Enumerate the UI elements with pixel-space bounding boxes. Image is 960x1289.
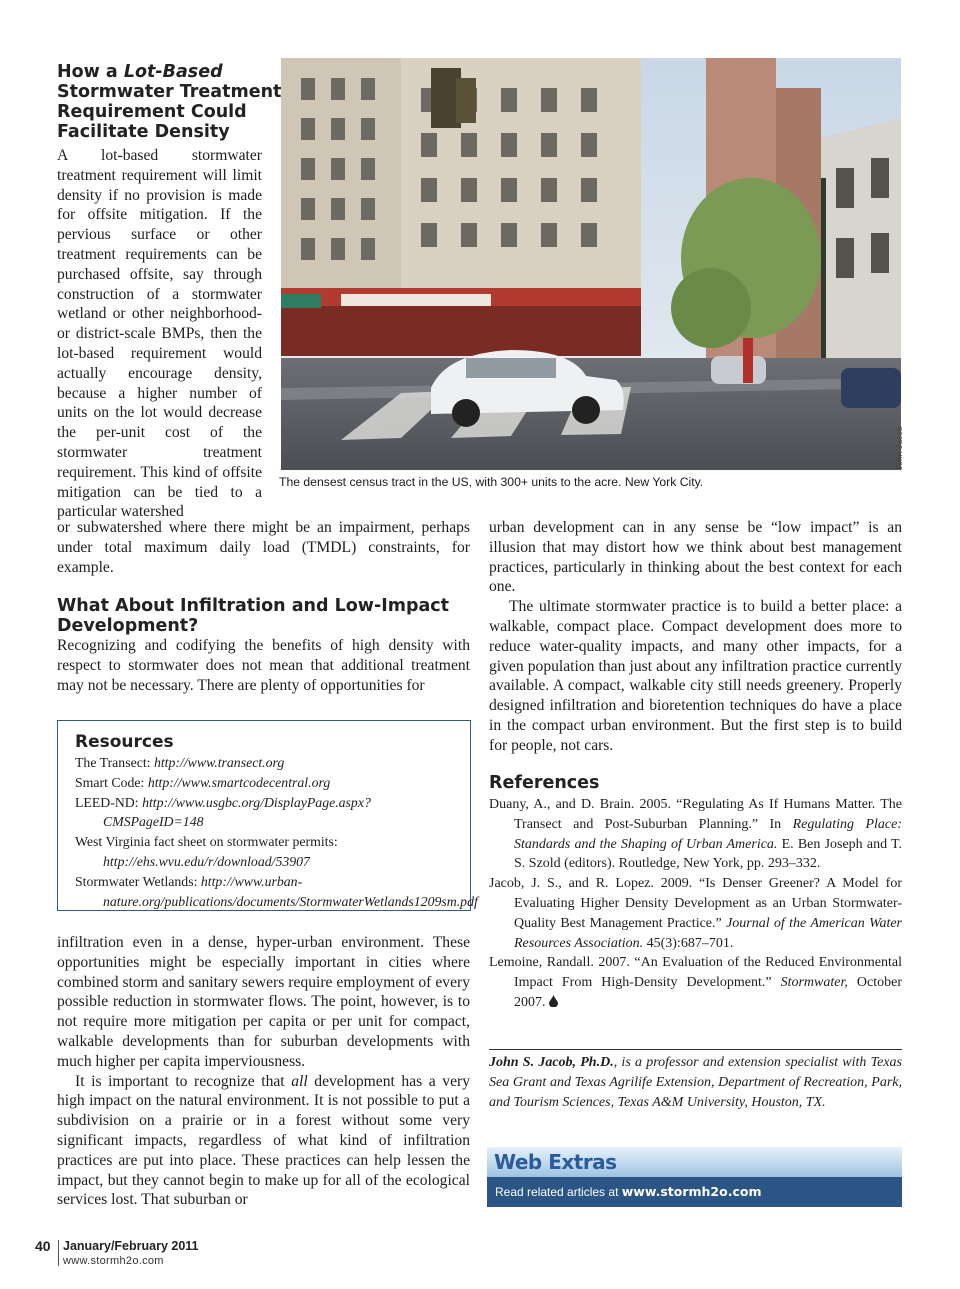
text-span: E. Ben Joseph and T. S. Szold (editors). Routledge, New York, pp. 293–332.	[514, 836, 902, 872]
web-extras-link[interactable]: www.stormh2o.com	[621, 1184, 762, 1199]
text-span: Jacob, J. S., and R. Lopez. 2009. “Is Denser Greener? A Model for Evaluating Higher Density Development as an Urban Stormwater-Quality Best Management Practice.”	[489, 876, 902, 931]
resource-link[interactable]: http://www.urban-nature.org/publications/documents/StormwaterWetlands1209sm.pdf	[103, 873, 478, 909]
sidebar-heading-pre: How a	[57, 62, 124, 82]
text-span: Read related articles at	[495, 1185, 622, 1199]
text-span: development has a very high impact on the natural environment. It is not possible to put a subdivision on a prairie or in a forest without some very significant impacts, regardless of what kind of infiltration practices are put into place. These practices can help lessen the impact, but they cannot begin to make up for all of the ecological services lost. That suburban or	[57, 1072, 471, 1209]
resource-label: Smart Code:	[75, 774, 148, 790]
web-extras-banner[interactable]	[487, 1147, 902, 1207]
sidebar-heading	[57, 62, 287, 142]
infiltration-continued-1: infiltration even in a dense, hyper-urban environment. These opportunities might be especially important in cities where combined storm and sanitary sewers require employment of every possible reduction in stormwater flows. The point, however, is to not require more mitigation per capita or per unit for compact, walkable developments than for suburban developments with much higher per capita imperviousness.	[57, 934, 470, 1070]
resource-link[interactable]: http://www.transect.org	[153, 755, 285, 770]
reference-item	[489, 874, 902, 953]
resource-link[interactable]: http://www.usgbc.org/DisplayPage.aspx?CMSPageID=148	[103, 794, 371, 830]
resources-list	[75, 753, 478, 911]
sidebar-paragraph-continued: or subwatershed where there might be an impairment, perhaps under total maximum daily load (TMDL) constraints, for example.	[57, 519, 470, 576]
water-drop-icon	[549, 995, 558, 1007]
right-column-text	[489, 518, 902, 756]
footer-divider	[58, 1240, 59, 1266]
text-span: 45(3):687–701.	[643, 935, 734, 951]
resources-title: Resources	[75, 732, 174, 752]
text-span: Duany, A., and D. Brain. 2005. “Regulating As If Humans Matter. The Transect and Post-Suburban Planning.” In	[489, 797, 902, 832]
reference-title: Stormwater,	[780, 975, 848, 991]
infiltration-paragraph: Recognizing and codifying the benefits of high density with respect to stormwater does not mean that additional treatment may not be necessary. There are plenty of opportunities for	[57, 637, 470, 694]
text-span: October 2007.	[514, 975, 902, 1010]
photo-caption: The densest census tract in the US, with 300+ units to the acre. New York City.	[279, 475, 704, 489]
text-span: It is important to recognize that	[75, 1072, 292, 1090]
footer-url[interactable]: www.stormh2o.com	[63, 1255, 164, 1267]
resource-item	[75, 872, 478, 912]
photo-credit: John Jacob	[895, 426, 904, 470]
footer-issue: January/February 2011	[63, 1239, 199, 1253]
street-photo	[281, 58, 901, 470]
references-list	[489, 795, 902, 1013]
resource-item	[75, 793, 465, 833]
resource-link[interactable]: http://ehs.wvu.edu/r/download/53907	[103, 853, 310, 869]
infiltration-continued-2	[57, 1072, 470, 1211]
author-bio	[489, 1053, 902, 1112]
reference-item	[489, 795, 902, 874]
resource-label: Stormwater Wetlands:	[75, 873, 201, 889]
web-extras-title: Web Extras	[494, 1150, 617, 1174]
references-heading: References	[489, 773, 600, 793]
sidebar-heading-italic: Lot-Based	[123, 62, 223, 82]
sidebar-heading-rest: Stormwater Treatment Requirement Could Facilitate Density	[57, 82, 282, 142]
bio-divider	[489, 1049, 902, 1050]
reference-title: Regulating Place: Standards and the Shaping of Urban America.	[514, 816, 902, 852]
resource-label: The Transect:	[75, 755, 154, 770]
infiltration-heading: What About Infiltration and Low-Impact Development?	[57, 596, 450, 636]
author-bio-text: , is a professor and extension specialist with Texas Sea Grant and Texas Agrilife Extension, Department of Recreation, Park, and Tourism Sciences, Texas A&M University, Houston, TX.	[489, 1055, 902, 1110]
resource-item	[75, 773, 465, 793]
resource-label: LEED-ND:	[75, 794, 143, 810]
resource-label: West Virginia fact sheet on stormwater permits:	[75, 834, 338, 850]
emphasis: all	[291, 1072, 308, 1090]
reference-title: Journal of the American Water Resources Association.	[514, 915, 902, 951]
sidebar-paragraph: A lot-based stormwater treatment requirement will limit density if no provision is made for offsite mitigation. If the pervious surface or other treatment requirements can be purchased offsite, say through construction of a stormwater wetland or other neighborhood- or district-scale BMPs, then the lot-based requirement would actually encourage density, because a higher number of units on the lot would decrease the per-unit cost of the stormwater treatment requirement. This kind of offsite mitigation can be tied to a particular watershed	[57, 147, 262, 521]
resource-item	[75, 832, 465, 872]
resource-item	[75, 753, 465, 773]
text-span: Lemoine, Randall. 2007. “An Evaluation of the Reduced Environmental Impact From High-Density Development.”	[489, 955, 902, 991]
infiltration-continued	[57, 933, 470, 1210]
web-extras-text	[495, 1184, 761, 1199]
page-number: 40	[35, 1238, 51, 1254]
author-name: John S. Jacob, Ph.D.	[489, 1055, 614, 1070]
right-paragraph-1: urban development can in any sense be “low impact” is an illusion that may distort how we think about best management practices, particularly in thinking about the best context for each one.	[489, 519, 902, 596]
resource-link[interactable]: http://www.smartcodecentral.org	[147, 774, 331, 790]
reference-item	[489, 953, 902, 1012]
right-paragraph-2: The ultimate stormwater practice is to build a better place: a walkable, compact place. Compact development does more to reduce water-quality impacts, and many other impacts, for a given population than just about any infiltration practice currently available. A compact, walkable city still needs greenery. Properly designed infiltration and bioretention techniques do have a place in the compact urban environment. But the first step is to build for people, not cars.	[489, 598, 902, 754]
